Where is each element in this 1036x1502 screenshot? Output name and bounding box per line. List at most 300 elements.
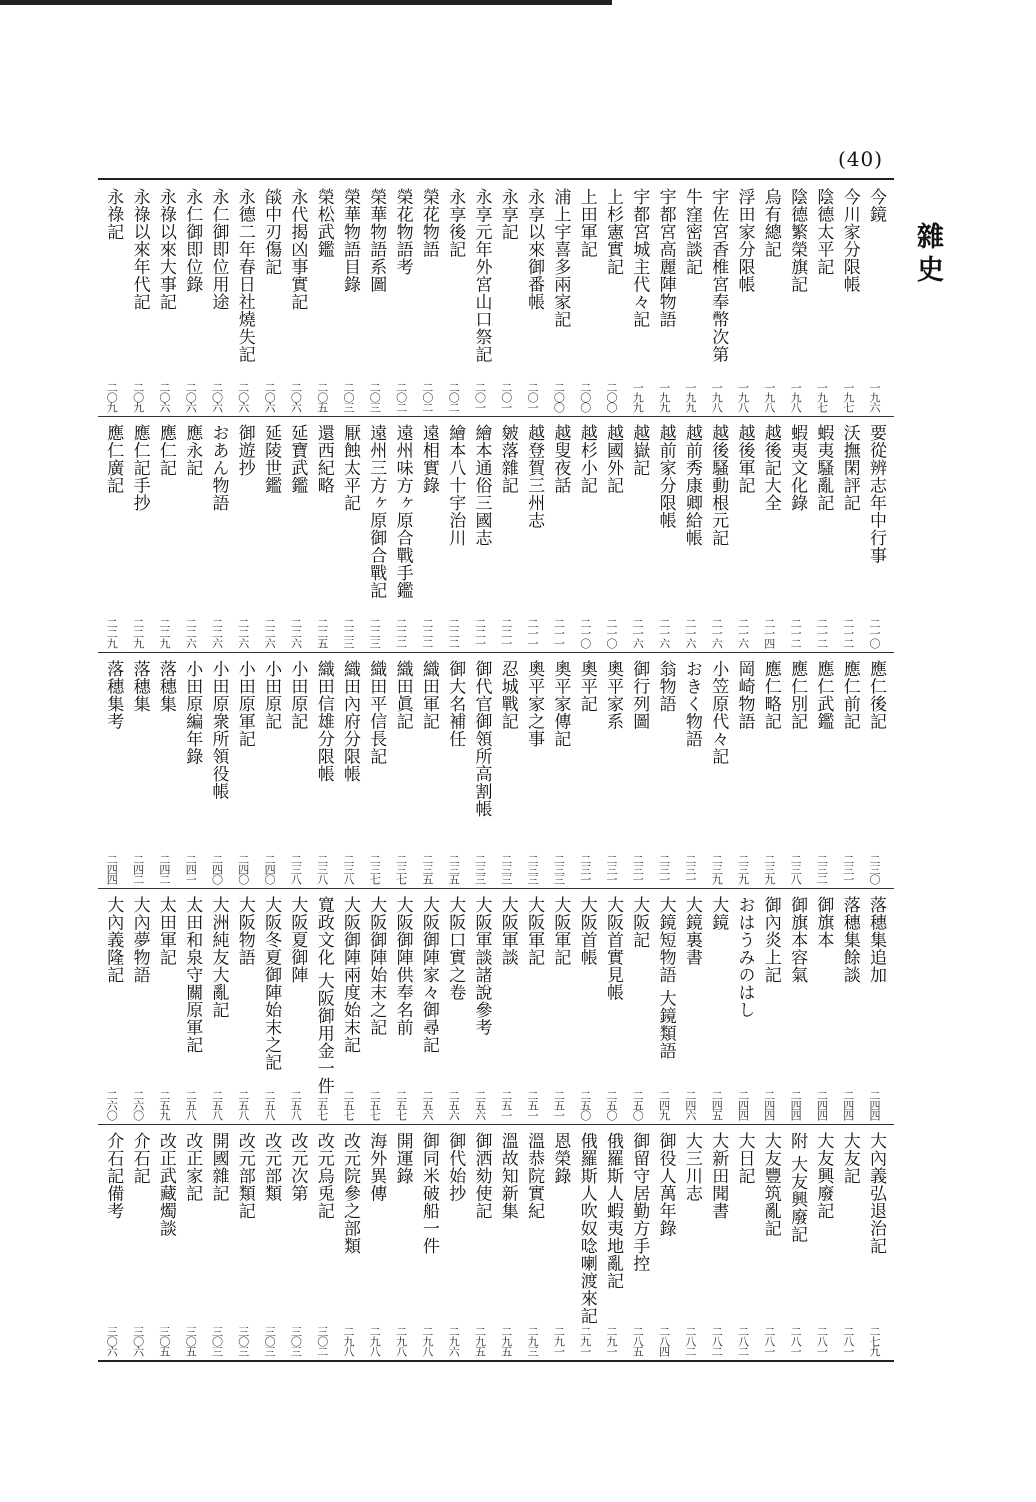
index-entry [494, 1124, 522, 1360]
index-entry [678, 1124, 706, 1360]
entry-title: 遠相實錄 [418, 424, 439, 494]
entry-title: 大鏡裏書 [681, 896, 702, 966]
entry-page-number: 二五六 [447, 1090, 461, 1120]
entry-page-number: 二三九 [736, 854, 750, 884]
index-entry [704, 652, 732, 888]
index-entry [283, 888, 311, 1124]
entry-page-number: 二三一 [605, 854, 618, 884]
index-entry [678, 888, 706, 1124]
entry-title: おあん物語 [208, 424, 229, 512]
entry-page-number: 二〇六 [289, 382, 303, 412]
entry-title: 牛窪密談記 [681, 188, 702, 276]
entry-page-number: 一九八 [736, 382, 750, 412]
entry-title: 御代官御領所高割帳 [471, 660, 492, 818]
index-entry [862, 180, 890, 416]
index-entry [546, 888, 574, 1124]
entry-title: 榮華物語目錄 [340, 188, 360, 293]
entry-title: 大友記 [839, 1132, 860, 1185]
entry-page-number: 二四〇 [236, 854, 250, 884]
entry-title: 皴落雜記 [497, 424, 518, 494]
entry-title: 越後軍記 [734, 424, 755, 494]
entry-page-number: 二三三 [552, 854, 566, 884]
entry-title: 永仁御即位錄 [182, 188, 203, 293]
index-entry [862, 416, 890, 652]
entry-title: 沃撫閑評記 [839, 424, 860, 512]
index-entry [625, 180, 653, 416]
index-entry [415, 180, 443, 416]
index-entry [468, 1124, 496, 1360]
entry-title: 奧平家系 [603, 660, 623, 730]
entry-page-number: 二五〇 [578, 1090, 592, 1120]
entry-page-number: 二八一 [841, 1326, 855, 1356]
entry-page-number: 一九九 [631, 382, 645, 412]
index-entry [625, 1124, 653, 1360]
index-entry [520, 180, 548, 416]
index-band [98, 652, 894, 888]
index-entry [99, 888, 127, 1124]
index-entry [152, 888, 180, 1124]
entry-page-number: 二九八 [394, 1326, 408, 1356]
entry-title: 大日記 [734, 1132, 755, 1185]
entry-page-number: 二五一 [526, 1090, 540, 1120]
entry-title: 織田軍記 [418, 660, 439, 730]
entry-title: 改元院參之部類 [340, 1132, 360, 1255]
index-entry [257, 180, 285, 416]
index-entry [205, 652, 233, 888]
index-entry [625, 416, 653, 652]
entry-title: 介石記備考 [103, 1132, 124, 1220]
entry-title: 翁物語 [655, 660, 676, 713]
index-entry [836, 416, 864, 652]
index-entry [441, 180, 469, 416]
entry-title: 永享元年外宮山口祭記 [471, 188, 492, 363]
index-entry [599, 180, 627, 416]
entry-page-number: 二九三 [526, 1326, 540, 1356]
index-entry [573, 416, 601, 652]
entry-title: 改元部類記 [234, 1132, 255, 1220]
entry-page-number: 三〇六 [131, 1326, 145, 1356]
index-entry [704, 888, 732, 1124]
entry-page-number: 二三八 [315, 854, 329, 884]
index-entry [126, 888, 154, 1124]
entry-page-number: 二五七 [368, 1090, 382, 1120]
entry-title: 應仁略記 [760, 660, 781, 730]
index-entry [757, 1124, 785, 1360]
entry-page-number: 二四〇 [263, 854, 277, 884]
entry-page-number: 二二六 [210, 618, 224, 648]
index-entry [625, 888, 653, 1124]
index-entry [310, 888, 338, 1124]
index-entry [257, 1124, 285, 1360]
entry-page-number: 二八一 [762, 1326, 776, 1356]
entry-page-number: 二四二 [157, 854, 171, 884]
entry-page-number: 二三一 [657, 854, 671, 884]
entry-page-number: 三〇五 [157, 1326, 171, 1356]
entry-page-number: 二三一 [578, 854, 592, 884]
entry-page-number: 二〇〇 [552, 382, 566, 412]
entry-title: 浦上宇喜多兩家記 [550, 188, 571, 328]
entry-page-number: 二一四 [762, 618, 776, 648]
entry-page-number: 二三七 [368, 854, 382, 884]
entry-page-number: 一九八 [762, 382, 776, 412]
entry-page-number: 二二一 [499, 618, 513, 648]
entry-title: 御內炎上記 [760, 896, 781, 984]
entry-title: 寬政文化 大阪御用金一件 [313, 896, 334, 1095]
index-entry [468, 416, 496, 652]
entry-page-number: 二四四 [868, 1090, 881, 1120]
entry-page-number: 二二六 [184, 618, 198, 648]
index-entry [731, 416, 759, 652]
entry-title: 織田信雄分限帳 [313, 660, 334, 783]
index-entry [625, 652, 653, 888]
entry-page-number: 二〇一 [499, 382, 513, 412]
entry-page-number: 二二二 [394, 618, 408, 648]
index-entry [231, 652, 259, 888]
index-entry [126, 652, 154, 888]
index-entry [809, 416, 837, 652]
entry-title: 燄中刃傷記 [261, 188, 282, 276]
index-entry [678, 180, 706, 416]
entry-page-number: 二二一 [473, 618, 487, 648]
entry-title: 落穗集 [129, 660, 150, 713]
entry-page-number: 二二二 [420, 618, 434, 648]
entry-title: 永祿以來大事記 [155, 188, 176, 311]
entry-page-number: 二三三 [499, 854, 513, 884]
entry-page-number: 二五六 [473, 1090, 487, 1120]
index-entry [520, 888, 548, 1124]
entry-title: 大新田聞書 [708, 1132, 729, 1220]
entry-page-number: 二九八 [342, 1326, 355, 1356]
entry-title: 織田眞記 [392, 660, 413, 730]
entry-page-number: 二三五 [420, 854, 434, 884]
entry-title: 落穗集餘談 [839, 896, 860, 984]
entry-title: 大友豐筑亂記 [760, 1132, 781, 1237]
entry-title: 御旗本容氣 [787, 896, 808, 984]
entry-title: 大阪御陣供奉名前 [392, 896, 413, 1036]
entry-page-number: 二五一 [552, 1090, 566, 1120]
index-entry [757, 416, 785, 652]
index-entry [178, 180, 206, 416]
entry-title: 永享記 [497, 188, 518, 241]
entry-title: おきく物語 [681, 660, 702, 748]
index-entry [546, 1124, 574, 1360]
entry-title: 忍城戰記 [497, 660, 518, 730]
entry-title: 溫恭院實紀 [524, 1132, 545, 1220]
entry-page-number: 二五一 [499, 1090, 513, 1120]
entry-page-number: 二五九 [157, 1090, 171, 1120]
index-entry [494, 180, 522, 416]
index-entry [336, 416, 364, 652]
index-entry [573, 888, 601, 1124]
entry-title: 浮田家分限帳 [734, 188, 755, 293]
entry-title: 蝦夷文化錄 [787, 424, 808, 512]
index-table [98, 178, 894, 1362]
entry-title: 大阪冬夏御陣始末之記 [261, 896, 282, 1071]
entry-page-number: 二四二 [131, 854, 145, 884]
entry-page-number: 二三一 [841, 854, 855, 884]
entry-page-number: 二六〇 [105, 1090, 119, 1120]
entry-page-number: 二一六 [683, 618, 697, 648]
index-entry [126, 1124, 154, 1360]
index-entry [731, 180, 759, 416]
index-entry [152, 1124, 180, 1360]
index-entry [441, 888, 469, 1124]
entry-title: 應仁記手抄 [129, 424, 150, 512]
entry-title: 織田內府分限帳 [340, 660, 360, 783]
entry-page-number: 二〇九 [131, 382, 145, 412]
entry-title: 御留守居勤方手控 [629, 1132, 650, 1272]
entry-title: 御代始抄 [445, 1132, 466, 1202]
index-entry [126, 180, 154, 416]
entry-title: 越叟夜話 [550, 424, 571, 494]
entry-title: 小田原衆所領役帳 [208, 660, 229, 800]
index-entry [310, 180, 338, 416]
entry-title: 永祿以來年代記 [129, 188, 150, 311]
entry-page-number: 二四四 [105, 854, 119, 884]
index-entry [652, 1124, 680, 1360]
index-entry [415, 888, 443, 1124]
entry-title: 御同米破船一件 [418, 1132, 439, 1255]
entry-page-number: 二九五 [473, 1326, 487, 1356]
entry-title: 遠州味方ヶ原合戰手鑑 [392, 424, 413, 599]
entry-page-number: 三〇三 [289, 1326, 303, 1356]
entry-title: 大友興廢記 [813, 1132, 834, 1220]
index-entry [231, 1124, 259, 1360]
index-entry [99, 652, 127, 888]
entry-page-number: 二八二 [710, 1326, 724, 1356]
index-entry [336, 652, 364, 888]
entry-title: 應仁廣記 [103, 424, 124, 494]
entry-page-number: 二〇六 [157, 382, 171, 412]
index-entry [783, 416, 811, 652]
entry-page-number: 二五六 [420, 1090, 434, 1120]
entry-title: 奧平家傳記 [550, 660, 571, 748]
entry-page-number: 三〇五 [184, 1326, 198, 1356]
entry-page-number: 一九八 [710, 382, 724, 412]
entry-page-number: 二三〇 [868, 854, 881, 884]
entry-title: 越登賀三州志 [524, 424, 545, 529]
index-entry [415, 1124, 443, 1360]
entry-page-number: 二九一 [552, 1326, 566, 1356]
index-band [98, 888, 894, 1124]
entry-title: 延寶武鑑 [287, 424, 308, 494]
entry-title: 大阪首實見帳 [603, 896, 623, 1001]
index-entry [362, 416, 390, 652]
index-entry [205, 416, 233, 652]
entry-title: 越後記大全 [760, 424, 781, 512]
index-entry [336, 180, 364, 416]
entry-page-number: 二四四 [762, 1090, 776, 1120]
entry-page-number: 二四九 [657, 1090, 671, 1120]
entry-page-number: 二一二 [815, 618, 829, 648]
index-entry [652, 888, 680, 1124]
index-band [98, 180, 894, 416]
entry-title: 應仁前記 [839, 660, 860, 730]
index-entry [178, 416, 206, 652]
index-entry [757, 180, 785, 416]
index-entry [441, 416, 469, 652]
entry-page-number: 二〇六 [236, 382, 250, 412]
entry-page-number: 二三二 [815, 854, 829, 884]
entry-page-number: 二五八 [289, 1090, 303, 1120]
entry-title: 改元部類 [261, 1132, 282, 1202]
entry-title: 越前家分限帳 [655, 424, 676, 529]
entry-page-number: 二五七 [394, 1090, 408, 1120]
entry-title: 要從辨志年中行事 [866, 424, 886, 564]
entry-title: 榮松武鑑 [313, 188, 334, 258]
entry-page-number: 二〇〇 [605, 382, 618, 412]
index-entry [415, 416, 443, 652]
index-entry [599, 652, 627, 888]
entry-title: 岡崎物語 [734, 660, 755, 730]
entry-title: 小田原記 [261, 660, 282, 730]
entry-title: 御行列圖 [629, 660, 650, 730]
entry-title: 俄羅斯人吹奴唸喇渡來記 [576, 1132, 597, 1325]
entry-title: 改元次第 [287, 1132, 308, 1202]
entry-page-number: 二三八 [789, 854, 803, 884]
entry-title: 大鏡短物語 大鏡類語 [655, 896, 676, 1060]
entry-title: 俄羅斯人蝦夷地亂記 [603, 1132, 623, 1290]
index-entry [809, 652, 837, 888]
index-entry [231, 416, 259, 652]
index-entry [862, 1124, 890, 1360]
entry-page-number: 二三三 [473, 854, 487, 884]
entry-page-number: 二三五 [447, 854, 461, 884]
index-entry [520, 652, 548, 888]
entry-page-number: 二四四 [841, 1090, 855, 1120]
index-entry [231, 888, 259, 1124]
index-entry [257, 416, 285, 652]
entry-page-number: 二〇一 [473, 382, 487, 412]
index-entry [205, 888, 233, 1124]
index-entry [704, 180, 732, 416]
entry-page-number: 二一六 [657, 618, 671, 648]
entry-page-number: 三〇三 [263, 1326, 277, 1356]
index-entry [283, 180, 311, 416]
index-entry [362, 888, 390, 1124]
entry-page-number: 一九九 [657, 382, 671, 412]
entry-title: 大內義隆記 [103, 896, 124, 984]
entry-title: 今鏡 [866, 188, 886, 223]
entry-page-number: 二九一 [605, 1326, 618, 1356]
entry-title: 榮花物語 [418, 188, 439, 258]
entry-page-number: 三〇三 [210, 1326, 224, 1356]
index-entry [783, 180, 811, 416]
entry-page-number: 二一〇 [578, 618, 592, 648]
entry-title: 小田原記 [287, 660, 308, 730]
entry-page-number: 二〇二 [420, 382, 434, 412]
entry-page-number: 二二九 [105, 618, 119, 648]
index-entry [573, 1124, 601, 1360]
index-entry [809, 888, 837, 1124]
entry-page-number: 二三八 [342, 854, 355, 884]
index-entry [836, 652, 864, 888]
index-band [98, 1124, 894, 1360]
index-entry [783, 1124, 811, 1360]
index-entry [704, 1124, 732, 1360]
entry-title: 大內義弘退治記 [866, 1132, 886, 1255]
entry-page-number: 二二六 [263, 618, 277, 648]
entry-page-number: 二二九 [157, 618, 171, 648]
entry-title: 越後騷動根元記 [708, 424, 729, 547]
entry-page-number: 二二九 [131, 618, 145, 648]
index-entry [283, 652, 311, 888]
entry-page-number: 二〇二 [394, 382, 408, 412]
page-number: (40) [838, 147, 884, 171]
index-entry [205, 180, 233, 416]
index-entry [99, 1124, 127, 1360]
index-entry [362, 652, 390, 888]
entry-title: 永德二年春日社燒失記 [234, 188, 255, 363]
index-entry [652, 652, 680, 888]
entry-title: 大阪軍記 [550, 896, 571, 966]
entry-page-number: 二五〇 [605, 1090, 618, 1120]
entry-page-number: 二三九 [710, 854, 724, 884]
index-entry [494, 888, 522, 1124]
entry-page-number: 二九八 [368, 1326, 382, 1356]
entry-page-number: 二〇六 [210, 382, 224, 412]
index-entry [573, 180, 601, 416]
entry-page-number: 二九一 [578, 1326, 592, 1356]
entry-title: 太田軍記 [155, 896, 176, 966]
entry-page-number: 二四四 [789, 1090, 803, 1120]
index-entry [152, 416, 180, 652]
index-entry [757, 652, 785, 888]
index-entry [468, 180, 496, 416]
index-entry [389, 180, 417, 416]
index-entry [783, 888, 811, 1124]
entry-title: 宇都宮高麗陣物語 [655, 188, 676, 328]
entry-page-number: 二四四 [815, 1090, 829, 1120]
entry-page-number: 二一六 [736, 618, 750, 648]
entry-title: 奧平記 [576, 660, 597, 713]
index-entry [862, 888, 890, 1124]
entry-page-number: 二一一 [552, 618, 566, 648]
entry-title: 厭蝕太平記 [340, 424, 360, 512]
entry-page-number: 三〇二 [315, 1326, 329, 1356]
entry-title: 御旗本 [813, 896, 834, 949]
entry-page-number: 二二六 [289, 618, 303, 648]
entry-page-number: 二三一 [683, 854, 697, 884]
entry-title: 大阪物語 [234, 896, 255, 966]
entry-title: 應仁後記 [866, 660, 886, 730]
index-entry [546, 416, 574, 652]
entry-page-number: 一九八 [789, 382, 803, 412]
entry-page-number: 一九六 [868, 382, 881, 412]
entry-page-number: 二〇三 [342, 382, 355, 412]
index-entry [99, 416, 127, 652]
entry-page-number: 二三九 [762, 854, 776, 884]
entry-title: 溫故知新集 [497, 1132, 518, 1220]
entry-title: 越國外記 [603, 424, 623, 494]
entry-title: 改元烏兎記 [313, 1132, 334, 1220]
entry-page-number: 二〇六 [184, 382, 198, 412]
entry-title: 應永記 [182, 424, 203, 477]
entry-page-number: 二〇九 [105, 382, 119, 412]
entry-title: 永代揭凶事實記 [287, 188, 308, 311]
index-entry [836, 1124, 864, 1360]
entry-title: 大阪口實之卷 [445, 896, 466, 1001]
entry-page-number: 二五〇 [631, 1090, 645, 1120]
index-entry [389, 416, 417, 652]
index-entry [678, 416, 706, 652]
entry-page-number: 一九七 [815, 382, 829, 412]
entry-title: 今川家分限帳 [839, 188, 860, 293]
entry-title: 宇佐宮香椎宮奉幣次第 [708, 188, 729, 363]
entry-title: 大洲純友大亂記 [208, 896, 229, 1019]
index-entry [178, 1124, 206, 1360]
entry-title: 附 大友興廢記 [787, 1132, 808, 1243]
